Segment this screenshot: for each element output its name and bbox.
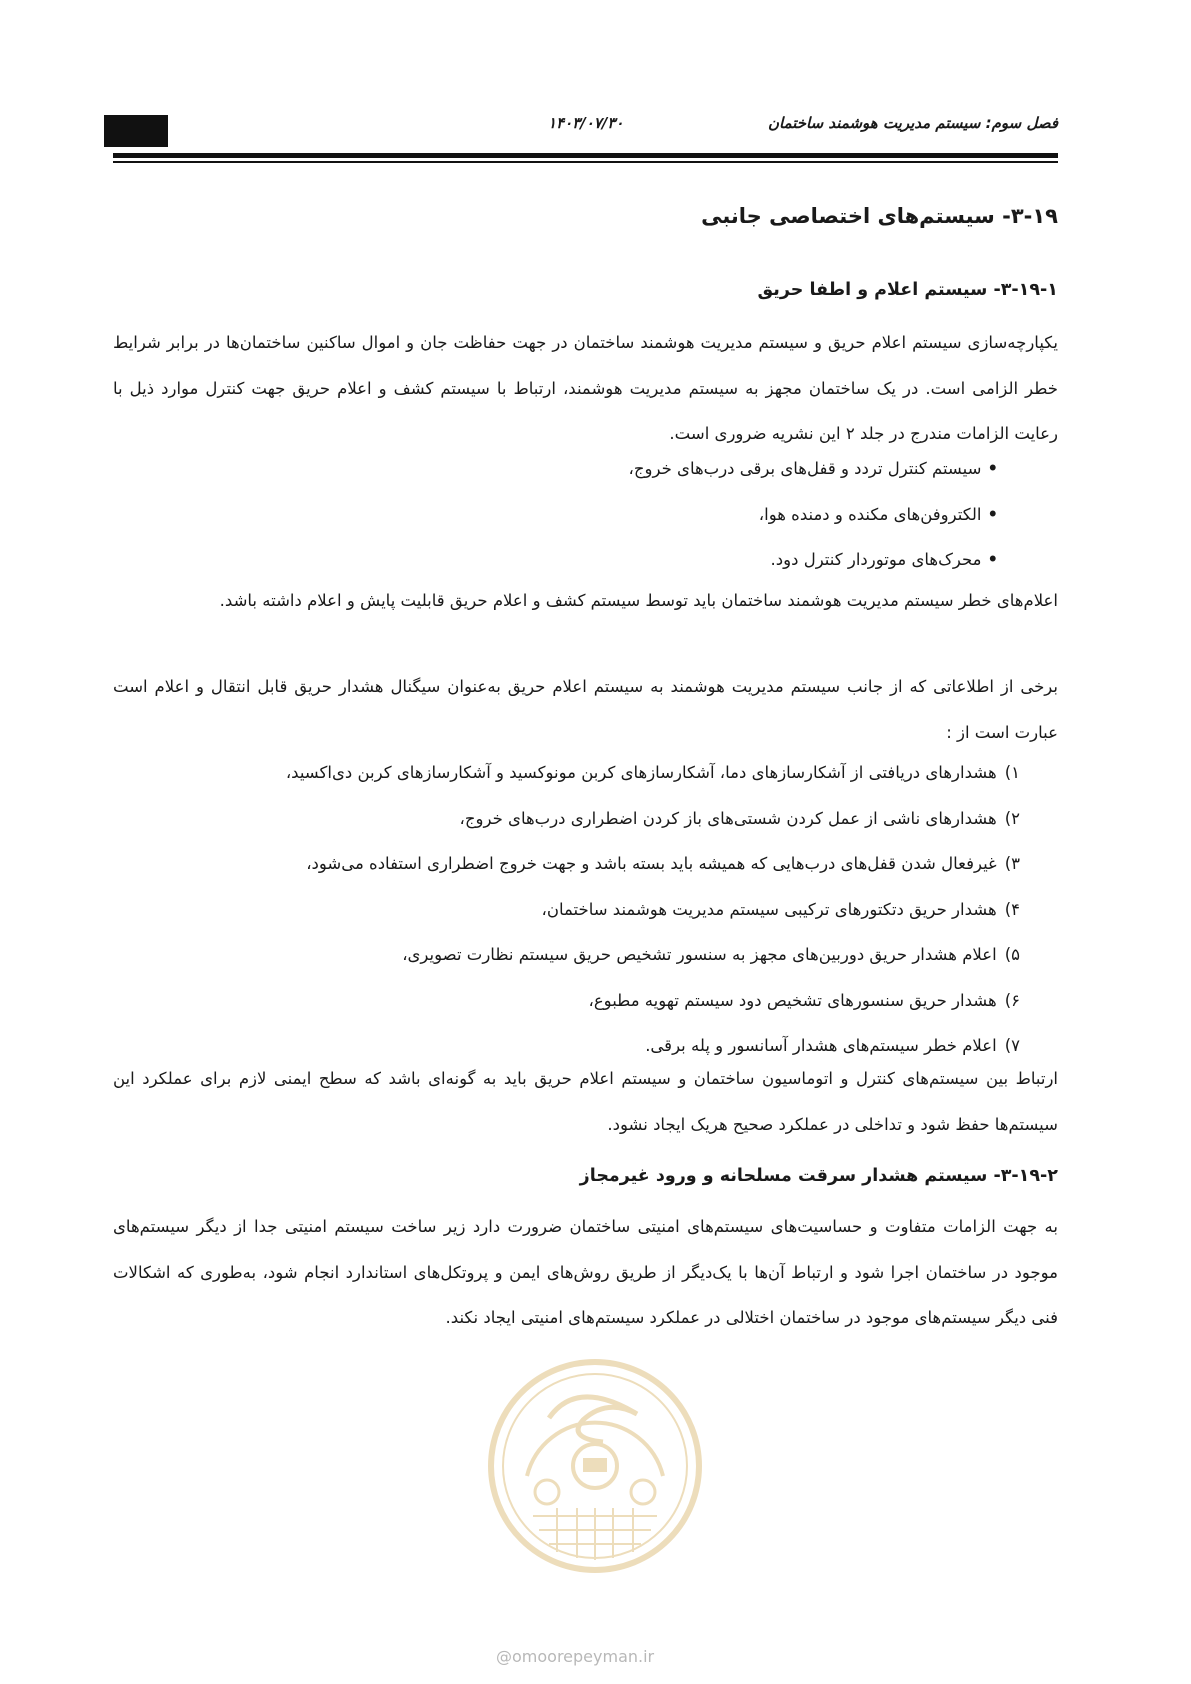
list-item-text: اعلام خطر سیستم‌های هشدار آسانسور و پله برقی. <box>645 1036 997 1055</box>
list-item <box>286 978 1020 1024</box>
subsection-2-title: ۳-۱۹-۲- سیستم هشدار سرقت مسلحانه و ورود غیرمجاز <box>579 1166 1058 1186</box>
header-rule-thick <box>113 153 1058 158</box>
subsection-1-title: ۳-۱۹-۱- سیستم اعلام و اطفا حریق <box>757 280 1058 300</box>
list-item <box>286 750 1020 796</box>
paragraph: برخی از اطلاعاتی که از جانب سیستم مدیریت هوشمند به سیستم اعلام حریق به‌عنوان سیگنال هشدار حریق قابل انتقال و اعلام است عبارت است از : <box>113 677 1058 742</box>
running-head: فصل سوم: سیستم مدیریت هوشمند ساختمان <box>768 114 1058 132</box>
list-item-text: غیرفعال شدن قفل‌های درب‌هایی که همیشه باید بسته باشد و جهت خروج اضطراری استفاده می‌شود، <box>306 854 997 873</box>
section-title: ۳-۱۹- سیستم‌های اختصاصی جانبی <box>701 204 1058 228</box>
list-item <box>286 841 1020 887</box>
bullet-list <box>629 446 998 583</box>
page-number-box <box>104 115 168 147</box>
bullet-icon: • <box>987 550 998 569</box>
watermark-url: @omoorepeyman.ir <box>496 1647 655 1666</box>
list-item-number: ۶) <box>1004 990 1020 1010</box>
list-item-text: محرک‌های موتوردار کنترل دود. <box>770 550 982 569</box>
list-item-number: ۲) <box>1004 808 1020 828</box>
bullet-icon: • <box>987 504 998 524</box>
paragraph: یکپارچه‌سازی سیستم اعلام حریق و سیستم مدیریت هوشمند ساختمان در جهت حفاظت جان و اموال ساکنین ساختمان‌ها در برابر شرایط خطر الزامی است. در یک ساختمان مجهز به سیستم مدیریت هوشمند، ارتباط با سیستم کشف و اعلام حریق جهت کنترل موارد ذیل با رعایت الزامات مندرج در جلد ۲ این نشریه ضروری است. <box>113 333 1058 443</box>
list-item-number: ۷) <box>1004 1036 1020 1055</box>
list-item-number: ۳) <box>1004 854 1020 873</box>
list-item-text: الکتروفن‌های مکنده و دمنده هوا، <box>758 504 982 524</box>
list-item <box>286 796 1020 842</box>
list-item <box>629 492 998 538</box>
bullet-icon: • <box>987 459 998 478</box>
list-item-number: ۴) <box>1004 899 1020 919</box>
list-item-text: هشدارهای ناشی از عمل کردن شستی‌های باز کردن اضطراری درب‌های خروج، <box>459 808 997 828</box>
numbered-list <box>286 750 1020 1069</box>
list-item-text: هشدارهای دریافتی از آشکارسازهای دما، آشکارسازهای کربن مونوکسید و آشکارسازهای کربن دی‌اکسید، <box>285 763 997 782</box>
header-date: ۱۴۰۳/۰۷/۳۰ <box>548 114 624 132</box>
list-item <box>286 887 1020 933</box>
list-item <box>629 537 998 583</box>
paragraph: ارتباط بین سیستم‌های کنترل و اتوماسیون ساختمان و سیستم اعلام حریق باید به گونه‌ای باشد که سطح ایمنی لازم برای عملکرد این سیستم‌ها حفظ شود و تداخلی در عملکرد صحیح هریک ایجاد نشود. <box>113 1069 1058 1134</box>
paragraph: به جهت الزامات متفاوت و حساسیت‌های سیستم‌های امنیتی ساختمان ضرورت دارد زیر ساخت سیستم امنیتی جدا از دیگر سیستم‌های موجود در ساختمان اجرا شود و ارتباط آن‌ها با یک‌دیگر از طریق روش‌های ایمن و پروتکل‌های استاندارد انجام شود، به‌طوری که اشکالات فنی دیگر سیستم‌های موجود در ساختمان اختلالی در عملکرد سیستم‌های امنیتی ایجاد نکند. <box>113 1217 1058 1327</box>
list-item-text: هشدار حریق دتکتورهای ترکیبی سیستم مدیریت هوشمند ساختمان، <box>541 899 997 919</box>
list-item-text: اعلام هشدار حریق دوربین‌های مجهز به سنسور تشخیص حریق سیستم نظارت تصویری، <box>402 945 997 964</box>
list-item-text: سیستم کنترل تردد و قفل‌های برقی درب‌های خروج، <box>628 459 982 478</box>
list-item-number: ۵) <box>1004 945 1020 964</box>
list-item <box>286 932 1020 978</box>
paragraph: اعلام‌های خطر سیستم مدیریت هوشمند ساختمان باید توسط سیستم کشف و اعلام حریق قابلیت پایش و اعلام داشته باشد. <box>219 591 1058 610</box>
list-item-text: هشدار حریق سنسورهای تشخیص دود سیستم تهویه مطبوع، <box>588 990 997 1010</box>
watermark-seal-icon <box>487 1358 703 1574</box>
header-rule-thin <box>113 161 1058 163</box>
list-item-number: ۱) <box>1004 763 1020 782</box>
list-item <box>629 446 998 492</box>
